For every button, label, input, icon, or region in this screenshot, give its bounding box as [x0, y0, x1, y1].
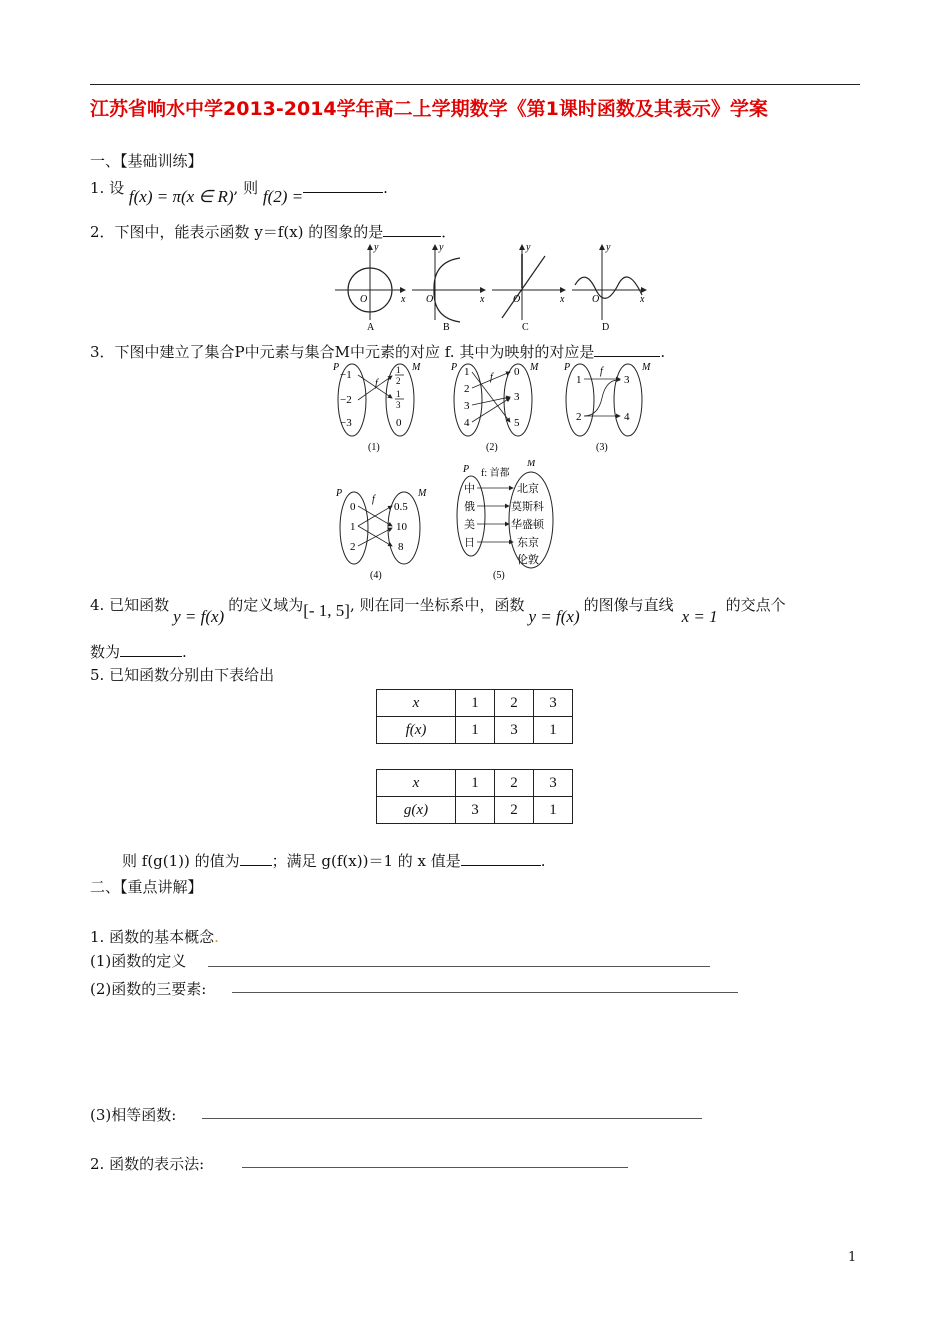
graph-c: [492, 242, 565, 332]
m4-p-1: 1: [350, 521, 356, 533]
graph-b-label: B: [443, 322, 450, 332]
m5-set-p: P: [463, 464, 470, 475]
mapping-3: [563, 362, 651, 453]
m4-p-2: 2: [350, 541, 356, 553]
m3-p-1: 2: [576, 411, 582, 423]
table-f-head-1: 1: [456, 690, 495, 717]
m2-m-0: 0: [514, 366, 520, 378]
m5-set-m: M: [527, 460, 536, 469]
q5-answer-pre: 则 f(g(1)) 的值为: [122, 852, 240, 870]
q4-expr1: y = f(x): [173, 607, 225, 626]
q1-pre: 设: [109, 179, 125, 197]
table-f-row-1: 1: [456, 717, 495, 744]
m1-m-1-den: 3: [396, 400, 401, 410]
m2-p-2: 3: [464, 400, 470, 412]
table-f-row-3: 1: [534, 717, 573, 744]
graph-d: [572, 242, 646, 332]
graph-a: [335, 242, 406, 332]
item-1a: (1)函数的定义: [90, 952, 187, 970]
section1-heading: 一、【基础训练】: [90, 152, 203, 170]
item-1-dot: .: [214, 928, 219, 946]
q4-line2: 数为: [90, 643, 121, 661]
graph-b: [412, 242, 485, 332]
q1-answer-blank[interactable]: [303, 178, 383, 193]
table-g-row-3: 1: [534, 797, 573, 824]
q2-text: 2．下图中，能表示函数 y＝f(x) 的图象的是: [90, 223, 384, 241]
m3-f: f: [600, 366, 603, 377]
q5-answer-line: [122, 850, 546, 871]
m1-p-0: −1: [340, 369, 352, 381]
m5-m-0: 北京: [517, 483, 539, 495]
m5-p-3: 日: [464, 537, 475, 549]
m3-m-1: 4: [624, 411, 630, 423]
m4-label: (4): [370, 570, 382, 581]
table-g: [376, 769, 573, 824]
q3-diagrams-row1: [330, 358, 670, 458]
graph-c-y: y: [526, 242, 531, 253]
q3-answer-blank[interactable]: [594, 342, 660, 357]
graph-a-origin: O: [360, 294, 368, 305]
graph-c-label: C: [522, 322, 529, 332]
m3-m-0: 3: [624, 374, 630, 386]
table-f: [376, 689, 573, 744]
item-2-blank[interactable]: [242, 1167, 628, 1168]
q4-mid2: , 则在同一坐标系中，函数: [349, 596, 525, 614]
q5-answer-end: .: [540, 852, 546, 870]
m2-p-3: 4: [464, 417, 470, 429]
q2-graphs: [330, 240, 650, 332]
q5-answer-blank-1[interactable]: [240, 851, 272, 866]
graph-d-x: x: [640, 294, 645, 305]
graph-c-x: x: [560, 294, 565, 305]
m5-p-0: 中: [464, 483, 475, 495]
m3-p-0: 1: [576, 374, 582, 386]
table-g-row-0: g(x): [377, 797, 456, 824]
mapping-1: [332, 362, 421, 453]
m4-f: f: [372, 494, 375, 505]
m4-set-m: M: [418, 488, 427, 499]
m5-f: f: 首都: [481, 468, 510, 479]
item-1a-blank[interactable]: [208, 966, 710, 967]
q4-mid3: 的图像与直线: [583, 596, 674, 614]
question-4: [90, 594, 786, 626]
table-g-head-1: 1: [456, 770, 495, 797]
mapping-4: [335, 488, 427, 581]
section2-heading: 二、【重点讲解】: [90, 878, 203, 896]
table-f-head-2: 2: [495, 690, 534, 717]
q1-mid: , 则: [233, 179, 259, 197]
q4-expr3: x = 1: [681, 607, 718, 626]
table-g-row-1: 3: [456, 797, 495, 824]
m4-m-2: 8: [398, 541, 404, 553]
page-title: 江苏省响水中学2013-2014学年高二上学期数学《第1课时函数及其表示》学案: [90, 98, 768, 120]
m2-label: (2): [486, 442, 498, 453]
m4-set-p: P: [336, 488, 343, 499]
page-number: 1: [848, 1250, 857, 1265]
table-f-row-0: f(x): [377, 717, 456, 744]
m1-label: (1): [368, 442, 380, 453]
m4-m-0: 0.5: [394, 501, 408, 513]
table-g-head-2: 2: [495, 770, 534, 797]
m3-set-m: M: [642, 362, 651, 373]
q4-pre: 4. 已知函数: [90, 596, 170, 614]
item-1c: (3)相等函数:: [90, 1106, 177, 1124]
m1-m-0-num: 1: [396, 365, 401, 375]
m5-label: (5): [493, 570, 505, 581]
m1-p-2: −3: [340, 417, 352, 429]
m4-p-0: 0: [350, 501, 356, 513]
header-rule: [90, 84, 860, 85]
q2-end: ．: [441, 223, 457, 241]
table-f-head-3: 3: [534, 690, 573, 717]
graph-b-y: y: [439, 242, 444, 253]
mapping-2: [450, 362, 539, 453]
m1-set-p: P: [333, 362, 340, 373]
question-4-cont: [90, 641, 187, 662]
graph-d-origin: O: [592, 294, 600, 305]
m2-set-m: M: [530, 362, 539, 373]
m2-m-1: 3: [514, 391, 520, 403]
q3-diagrams-row2: [330, 460, 580, 585]
m1-set-m: M: [412, 362, 421, 373]
q1-expr2: f(2) =: [262, 187, 304, 206]
m3-label: (3): [596, 442, 608, 453]
graph-a-y: y: [374, 242, 379, 253]
m2-p-0: 1: [464, 366, 470, 378]
graph-b-origin: O: [426, 294, 434, 305]
table-g-head-0: x: [377, 770, 456, 797]
question-1: [90, 177, 388, 206]
m4-m-1: 10: [396, 521, 407, 533]
m2-set-p: P: [451, 362, 458, 373]
q3-end: .: [660, 343, 666, 361]
item-1b: (2)函数的三要素:: [90, 980, 207, 998]
q4-mid1: 的定义域为: [228, 596, 304, 614]
m5-m-2: 华盛顿: [511, 519, 544, 531]
m1-p-1: −2: [340, 394, 352, 406]
m3-set-p: P: [564, 362, 571, 373]
m1-m-1-num: 1: [396, 389, 401, 399]
m5-m-4: 伦敦: [517, 554, 539, 566]
q1-num: 1.: [90, 179, 105, 197]
item-1-text: 1. 函数的基本概念: [90, 928, 215, 946]
q1-expr1: f(x) = π(x ∈ R): [128, 187, 234, 206]
graph-a-x: x: [401, 294, 406, 305]
item-1: [90, 926, 219, 947]
q1-end: .: [383, 179, 388, 197]
m5-p-1: 俄: [464, 501, 475, 513]
graph-a-label: A: [367, 322, 375, 332]
m1-m-2: 0: [396, 417, 402, 429]
item-2: 2. 函数的表示法:: [90, 1155, 205, 1173]
m5-p-2: 美: [464, 519, 475, 531]
mapping-5: [457, 460, 553, 581]
table-f-row-2: 3: [495, 717, 534, 744]
m1-m-0-den: 2: [396, 376, 401, 386]
graph-d-y: y: [606, 242, 611, 253]
q4-answer-blank[interactable]: [120, 642, 182, 657]
item-1c-blank[interactable]: [202, 1118, 702, 1119]
q4-domain: [- 1, 5]: [303, 601, 350, 620]
m5-m-3: 东京: [517, 537, 539, 549]
table-g-row-2: 2: [495, 797, 534, 824]
q5-answer-mid: ；满足 g(f(x))＝1 的 x 值是: [271, 852, 461, 870]
m1-f: f: [375, 378, 378, 389]
q5-answer-blank-2[interactable]: [461, 851, 541, 866]
m2-f: f: [490, 372, 493, 383]
graph-b-x: x: [480, 294, 485, 305]
m2-m-2: 5: [514, 417, 520, 429]
table-g-head-3: 3: [534, 770, 573, 797]
q4-line2-end: .: [182, 643, 187, 661]
q4-expr2: y = f(x): [528, 607, 580, 626]
q3-text: 3．下图中建立了集合P中元素与集合M中元素的对应 f. 其中为映射的对应是: [90, 343, 595, 361]
table-f-head-0: x: [377, 690, 456, 717]
m5-m-1: 莫斯科: [511, 501, 544, 513]
q4-end: 的交点个: [725, 596, 786, 614]
graph-d-label: D: [602, 322, 610, 332]
graph-c-origin: O: [513, 294, 521, 305]
m2-p-1: 2: [464, 383, 470, 395]
question-5: 5. 已知函数分别由下表给出: [90, 666, 275, 684]
question-2: [90, 221, 456, 242]
item-1b-blank[interactable]: [232, 992, 738, 993]
q2-answer-blank[interactable]: [383, 222, 441, 237]
